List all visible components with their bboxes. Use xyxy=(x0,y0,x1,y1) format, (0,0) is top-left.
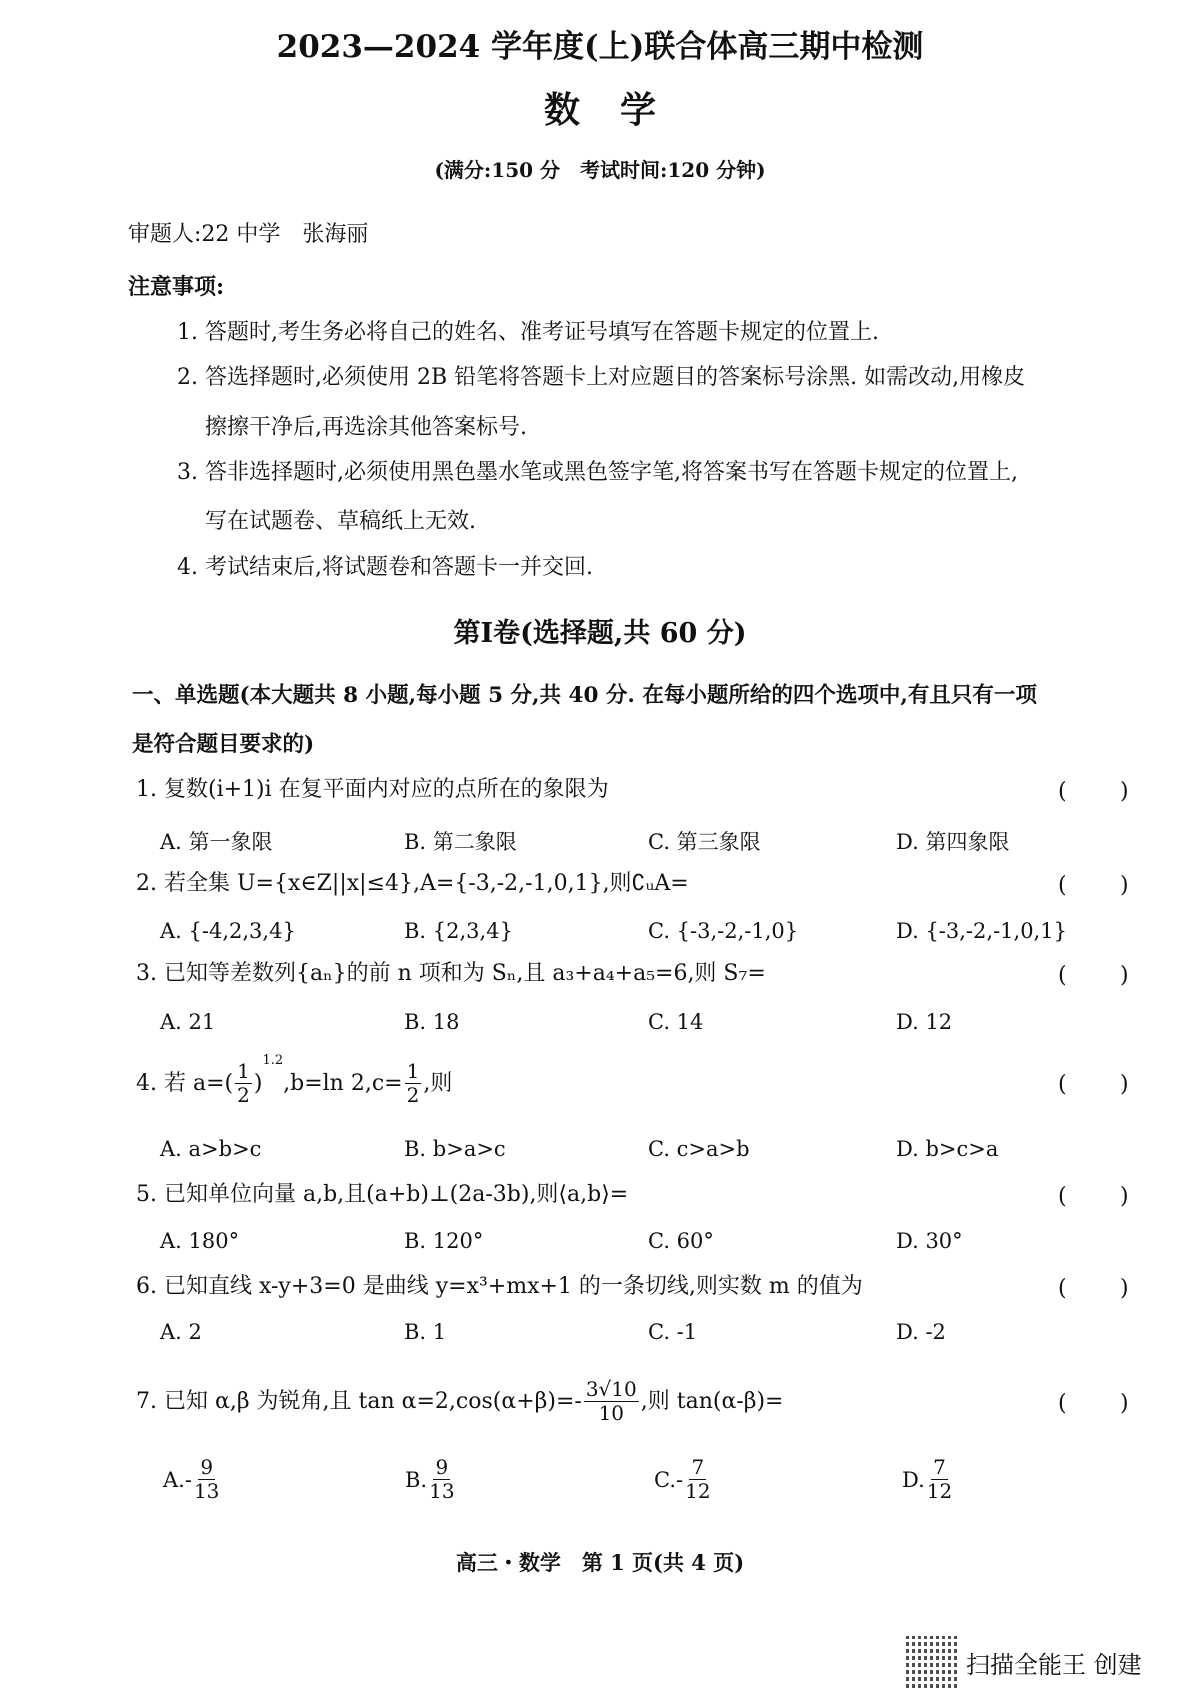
page-footer: 高三・数学 第 1 页(共 4 页) xyxy=(455,1550,745,1575)
option-a: A. {-4,2,3,4} xyxy=(160,919,296,943)
question-7: 7. 已知 α,β 为锐角,且 tan α=2,cos(α+β)=- $\frac{3√10}{10}$ ,则 tan(α-β)= xyxy=(136,1377,784,1425)
option-d: D. {-3,-2,-1,0,1} xyxy=(896,919,1067,943)
option-b: B. {2,3,4} xyxy=(404,919,513,943)
notice-item: 擦擦干净后,再选涂其他答案标号. xyxy=(205,415,527,440)
qr-code-icon xyxy=(906,1636,958,1688)
option-c: C. 第三象限 xyxy=(648,830,761,854)
option-d: D. -2 xyxy=(896,1320,946,1344)
section-heading: 一、单选题(本大题共 8 小题,每小题 5 分,共 40 分. 在每小题所给的四个选项中,有且只有一项 xyxy=(132,683,1037,708)
option-d: D. $\frac{7}{12}$ xyxy=(902,1455,953,1503)
subject-title: 数学 xyxy=(543,89,696,131)
option-c: C. c>a>b xyxy=(648,1137,750,1161)
option-d: D. 第四象限 xyxy=(896,830,1010,854)
notice-item: 4. 考试结束后,将试题卷和答题卡一并交回. xyxy=(177,555,593,580)
option-a: A. 第一象限 xyxy=(160,830,273,854)
option-b: B. 18 xyxy=(404,1010,460,1034)
notice-heading: 注意事项: xyxy=(128,274,225,300)
option-a: A. 2 xyxy=(160,1320,202,1344)
option-a: A. a>b>c xyxy=(160,1137,262,1161)
option-d: D. b>c>a xyxy=(896,1137,999,1161)
notice-item: 2. 答选择题时,必须使用 2B 铅笔将答题卡上对应题目的答案标号涂黑. 如需改动,用橡皮 xyxy=(177,365,1026,390)
option-b: B. 第二象限 xyxy=(404,830,517,854)
question-2: 2. 若全集 U={x∈Z||x|≤4},A={-3,-2,-1,0,1},则∁ᵤA= xyxy=(136,871,689,896)
section-heading-cont: 是符合题目要求的) xyxy=(132,732,315,757)
option-c: C. {-3,-2,-1,0} xyxy=(648,919,799,943)
notice-item: 1. 答题时,考生务必将自己的姓名、准考证号填写在答题卡规定的位置上. xyxy=(177,320,879,345)
question-5: 5. 已知单位向量 a,b,且(a+b)⊥(2a-3b),则⟨a,b⟩= xyxy=(136,1182,629,1207)
notice-item: 3. 答非选择题时,必须使用黑色墨水笔或黑色签字笔,将答案书写在答题卡规定的位置上, xyxy=(177,460,1018,485)
exam-meta: (满分:150 分 考试时间:120 分钟) xyxy=(434,158,766,182)
option-c: C. 60° xyxy=(648,1229,714,1253)
option-c: C. - $\frac{7}{12}$ xyxy=(654,1455,711,1503)
option-c: C. 14 xyxy=(648,1010,704,1034)
question-3: 3. 已知等差数列{aₙ}的前 n 项和为 Sₙ,且 a₃+a₄+a₅=6,则 S₇= xyxy=(136,961,766,986)
option-a: A. - $\frac{9}{13}$ xyxy=(163,1455,220,1503)
question-4: 4. 若 a=( $\frac{1}{2}$ ) 1.2 ,b=ln 2,c= $\frac{1}{2}$ ,则 xyxy=(136,1053,453,1107)
part-heading: 第Ⅰ卷(选择题,共 60 分) xyxy=(453,618,747,649)
option-b: B. b>a>c xyxy=(404,1137,506,1161)
reviewer: 审题人:22 中学 张海丽 xyxy=(128,222,369,247)
question-6: 6. 已知直线 x-y+3=0 是曲线 y=x³+mx+1 的一条切线,则实数 m 的值为 xyxy=(136,1274,863,1299)
watermark-text: 扫描全能王 创建 xyxy=(966,1650,1142,1679)
option-a: A. 180° xyxy=(160,1229,240,1253)
exam-title: 2023—2024 学年度(上)联合体高三期中检测 xyxy=(276,29,924,65)
notice-item: 写在试题卷、草稿纸上无效. xyxy=(205,509,476,534)
option-d: D. 12 xyxy=(896,1010,953,1034)
option-b: B. $\frac{9}{13}$ xyxy=(405,1455,455,1503)
option-c: C. -1 xyxy=(648,1320,698,1344)
option-a: A. 21 xyxy=(160,1010,216,1034)
option-b: B. 1 xyxy=(404,1320,447,1344)
option-b: B. 120° xyxy=(404,1229,484,1253)
option-d: D. 30° xyxy=(896,1229,963,1253)
question-1: 1. 复数(i+1)i 在复平面内对应的点所在的象限为 xyxy=(136,777,609,802)
scanner-watermark xyxy=(906,1636,1142,1688)
